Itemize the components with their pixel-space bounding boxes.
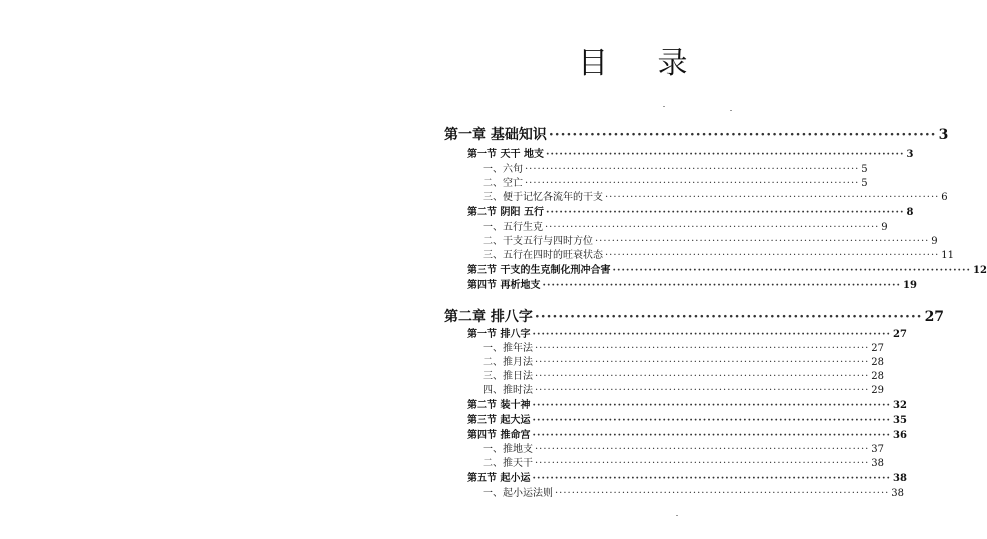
toc-item[interactable] — [483, 246, 955, 261]
toc-label: 三、五行在四时的旺衰状态 — [483, 250, 603, 261]
toc-item[interactable] — [483, 218, 888, 233]
leader-dots: ················································································ — [595, 236, 930, 247]
leader-dots: ·································································· — [548, 127, 937, 143]
toc-page-number: 19 — [903, 280, 917, 291]
toc-chapter-1[interactable] — [444, 124, 949, 144]
toc-label: 第一节 天干 地支 — [467, 149, 544, 160]
scan-speck — [676, 515, 678, 516]
toc-section-2-2[interactable] — [467, 396, 907, 411]
toc-label: 三、便于记忆各流年的干支 — [483, 192, 603, 203]
toc-label: 第二节 装十神 — [467, 400, 531, 411]
toc-page-number: 9 — [931, 236, 938, 247]
toc-page-number: 37 — [871, 444, 885, 455]
toc-item[interactable] — [483, 232, 938, 247]
toc-label: 一、推地支 — [483, 444, 533, 455]
toc-page-number: 27 — [871, 343, 885, 354]
toc-page-number: 3 — [938, 127, 949, 143]
toc-item[interactable] — [483, 188, 948, 203]
leader-dots: ················································································ — [535, 371, 870, 382]
toc-page-number: 27 — [893, 329, 907, 340]
toc-page-number: 3 — [906, 149, 914, 160]
toc-section-2-4[interactable] — [467, 426, 907, 441]
leader-dots: ················································································ — [532, 415, 891, 426]
toc-item[interactable] — [483, 484, 905, 499]
toc-section-1-1[interactable] — [467, 145, 914, 160]
toc-page-number: 5 — [861, 164, 868, 175]
toc-item[interactable] — [483, 160, 868, 175]
toc-chapter-2[interactable] — [444, 306, 945, 326]
toc-label: 三、推日法 — [483, 371, 533, 382]
leader-dots: ················································································ — [525, 164, 860, 175]
toc-page-number: 36 — [893, 430, 907, 441]
toc-page-number: 12 — [973, 265, 987, 276]
toc-item[interactable] — [483, 174, 868, 189]
toc-label: 一、推年法 — [483, 343, 533, 354]
toc-section-2-1[interactable] — [467, 325, 907, 340]
leader-dots: ················································································ — [535, 444, 870, 455]
toc-page-number: 6 — [941, 192, 948, 203]
leader-dots: ················································································ — [535, 385, 870, 396]
toc-label: 一、六旬 — [483, 164, 523, 175]
toc-label: 一、五行生克 — [483, 222, 543, 233]
toc-label: 第四节 再析地支 — [467, 280, 541, 291]
toc-page-number: 32 — [893, 400, 907, 411]
toc-label: 第三节 干支的生克制化刑冲合害 — [467, 265, 611, 276]
toc-page-number: 28 — [871, 357, 885, 368]
leader-dots: ················································································ — [605, 250, 940, 261]
leader-dots: ················································································ — [532, 473, 891, 484]
leader-dots: ················································································ — [525, 178, 860, 189]
toc-page-number: 27 — [924, 309, 945, 325]
toc-label: 二、空亡 — [483, 178, 523, 189]
leader-dots: ················································································ — [542, 280, 901, 291]
leader-dots: ················································································ — [535, 357, 870, 368]
toc-item[interactable] — [483, 353, 885, 368]
toc-page-number: 38 — [893, 473, 907, 484]
toc-label: 第一节 排八字 — [467, 329, 531, 340]
toc-section-2-3[interactable] — [467, 411, 907, 426]
toc-item[interactable] — [483, 454, 885, 469]
toc-label: 第二章 排八字 — [444, 309, 533, 325]
leader-dots: ················································································ — [555, 488, 890, 499]
toc-label: 二、推月法 — [483, 357, 533, 368]
toc-page-number: 35 — [893, 415, 907, 426]
toc-label: 第三节 起大运 — [467, 415, 531, 426]
toc-page-number: 28 — [871, 371, 885, 382]
scan-speck — [663, 106, 665, 107]
toc-section-1-3[interactable] — [467, 261, 987, 276]
toc-page-number: 11 — [941, 250, 955, 261]
leader-dots: ················································································ — [612, 265, 971, 276]
toc-label: 第四节 推命宫 — [467, 430, 531, 441]
toc-page-number: 38 — [871, 458, 885, 469]
leader-dots: ················································································ — [605, 192, 940, 203]
leader-dots: ················································································ — [545, 207, 905, 218]
leader-dots: ················································································ — [535, 343, 870, 354]
toc-label: 第二节 阴阳 五行 — [467, 207, 544, 218]
toc-section-2-5[interactable] — [467, 469, 907, 484]
leader-dots: ················································································ — [532, 329, 891, 340]
toc-label: 二、推天干 — [483, 458, 533, 469]
toc-page-number: 29 — [871, 385, 885, 396]
toc-page-number: 5 — [861, 178, 868, 189]
toc-section-1-2[interactable] — [467, 203, 914, 218]
toc-label: 二、干支五行与四时方位 — [483, 236, 593, 247]
leader-dots: ················································································ — [535, 458, 870, 469]
leader-dots: ················································································ — [532, 430, 891, 441]
scan-speck — [730, 110, 732, 111]
toc-item[interactable] — [483, 381, 885, 396]
toc-page-number: 9 — [881, 222, 888, 233]
leader-dots: ·································································· — [534, 309, 923, 325]
toc-item[interactable] — [483, 339, 885, 354]
toc-section-1-4[interactable] — [467, 276, 917, 291]
toc-item[interactable] — [483, 440, 885, 455]
toc-page-number: 38 — [891, 488, 905, 499]
leader-dots: ················································································ — [545, 149, 905, 160]
toc-item[interactable] — [483, 367, 885, 382]
toc-label: 一、起小运法则 — [483, 488, 553, 499]
toc-page-number: 8 — [906, 207, 914, 218]
toc-label: 第五节 起小运 — [467, 473, 531, 484]
leader-dots: ················································································ — [532, 400, 891, 411]
toc-label: 四、推时法 — [483, 385, 533, 396]
leader-dots: ················································································ — [545, 222, 880, 233]
toc-label: 第一章 基础知识 — [444, 127, 547, 143]
page-title: 目 录 — [578, 46, 708, 81]
